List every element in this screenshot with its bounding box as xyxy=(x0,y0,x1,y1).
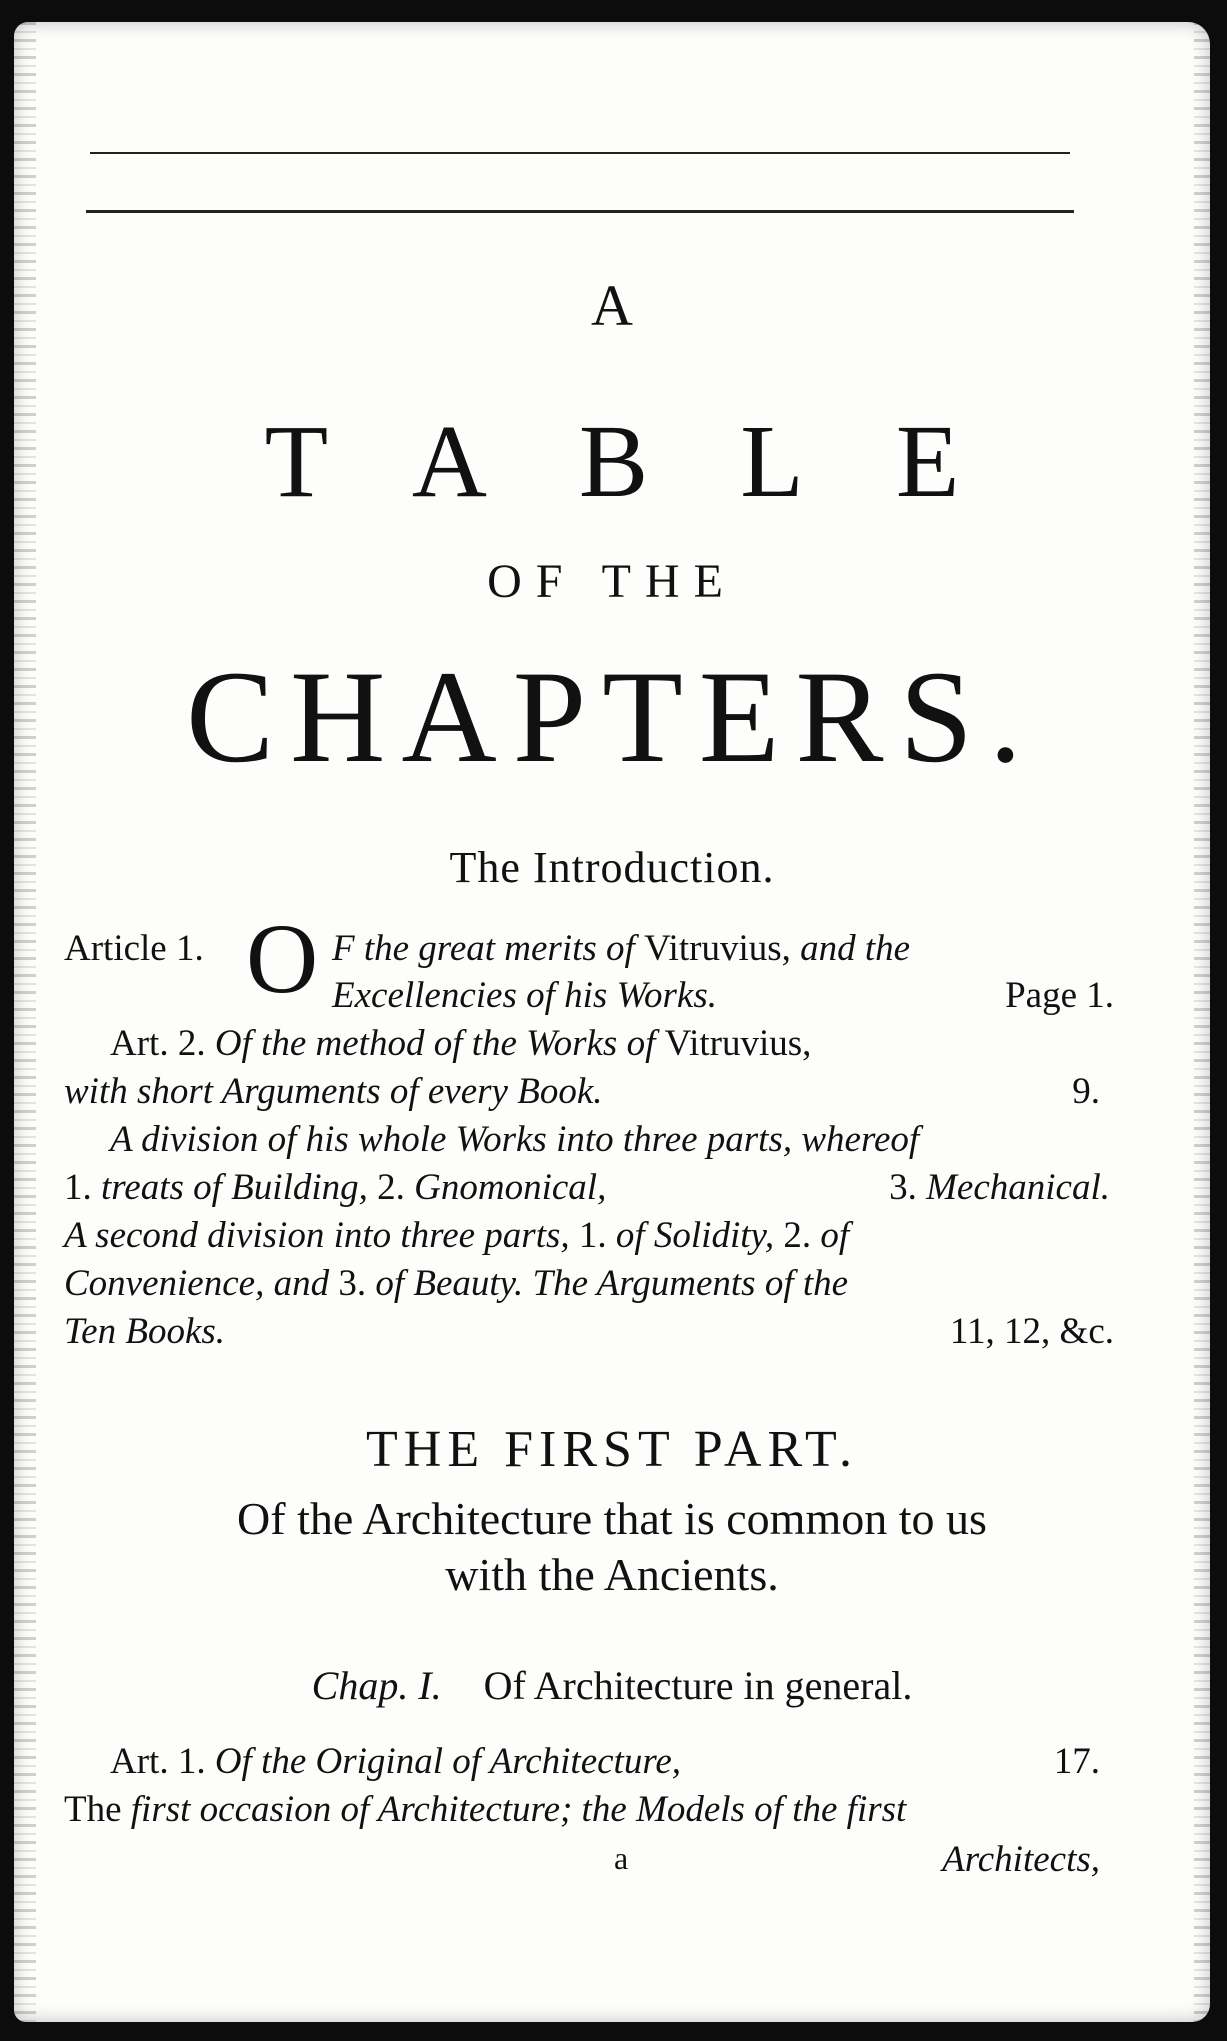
signature-mark: a xyxy=(614,1840,629,1876)
chapter1-art1-italic: Of the Original of Architecture, xyxy=(214,1741,682,1782)
introduction-heading: The Introduction. xyxy=(449,843,775,892)
art2-line6-num: 3. xyxy=(338,1263,376,1304)
art2-line4-part3: Mechanical. xyxy=(926,1167,1110,1208)
art2-num1: 1. xyxy=(64,1167,101,1208)
title-table: TABLE xyxy=(264,404,1052,519)
art2-line6-part1: Convenience, and xyxy=(64,1263,339,1304)
art2-num3: 3. xyxy=(889,1167,927,1208)
title-of-the: OF THE xyxy=(487,555,737,608)
art2-name: Vitruvius, xyxy=(664,1023,812,1064)
art2-line6-part2: of Beauty. The Arguments of the xyxy=(375,1263,849,1304)
top-rule-thick xyxy=(86,210,1074,213)
first-part-subtitle-1: Of the Architecture that is common to us xyxy=(237,1493,987,1544)
art2-line5-part3: of xyxy=(820,1215,850,1256)
article1-line2-italic: Excellencies of his Works. xyxy=(332,975,717,1016)
chapter1-line2-prefix: The xyxy=(64,1789,122,1830)
art2-line2-italic: with short Arguments of every Book. xyxy=(64,1071,603,1112)
chapter1-art1-page: 17. xyxy=(1053,1741,1100,1782)
article1-line1-italic: F the great merits of xyxy=(332,928,645,969)
chapter1-title: Of Architecture in general. xyxy=(483,1663,913,1708)
title-a: A xyxy=(591,273,633,338)
article1-line1-end: and the xyxy=(800,928,911,969)
art2-label: Art. 2. xyxy=(110,1023,215,1064)
art2-line5-part2: of Solidity, xyxy=(615,1215,784,1256)
art2-line5-num2: 2. xyxy=(783,1215,821,1256)
title-chapters: CHAPTERS. xyxy=(186,643,1038,790)
art2-line1-italic: Of the method of the Works of xyxy=(214,1023,665,1064)
article1-name: Vitruvius, xyxy=(644,928,801,969)
art2-line4-part1: treats of Building, xyxy=(101,1167,378,1208)
article1-page: Page 1. xyxy=(1005,975,1114,1016)
art2-line4-part2: Gnomonical, xyxy=(414,1167,607,1208)
article1-dropcap: O xyxy=(246,903,319,1014)
art2-page: 9. xyxy=(1072,1071,1100,1112)
art2-line7-page: 11, 12, &c. xyxy=(949,1311,1114,1352)
art2-line5-part1: A second division into three parts, xyxy=(64,1215,579,1256)
art2-line5-num1: 1. xyxy=(578,1215,616,1256)
art2-line7-italic: Ten Books. xyxy=(64,1311,226,1352)
first-part-subtitle-2: with the Ancients. xyxy=(445,1549,779,1600)
chapter1-label: Chap. I. xyxy=(311,1663,442,1708)
art2-num2: 2. xyxy=(377,1167,415,1208)
chapter1-art1-label: Art. 1. xyxy=(110,1741,215,1782)
chapter1-heading xyxy=(14,1662,1210,1709)
catchword: Architects, xyxy=(942,1839,1100,1880)
article1-label: Article 1. xyxy=(64,928,204,969)
book-page xyxy=(14,22,1210,2022)
top-rule-thin xyxy=(90,152,1070,154)
first-part-heading: THE FIRST PART. xyxy=(366,1421,858,1478)
chapter1-line2-italic: first occasion of Architecture; the Models of the first xyxy=(121,1789,907,1830)
art2-line3-italic: A division of his whole Works into three parts, whereof xyxy=(110,1119,920,1160)
